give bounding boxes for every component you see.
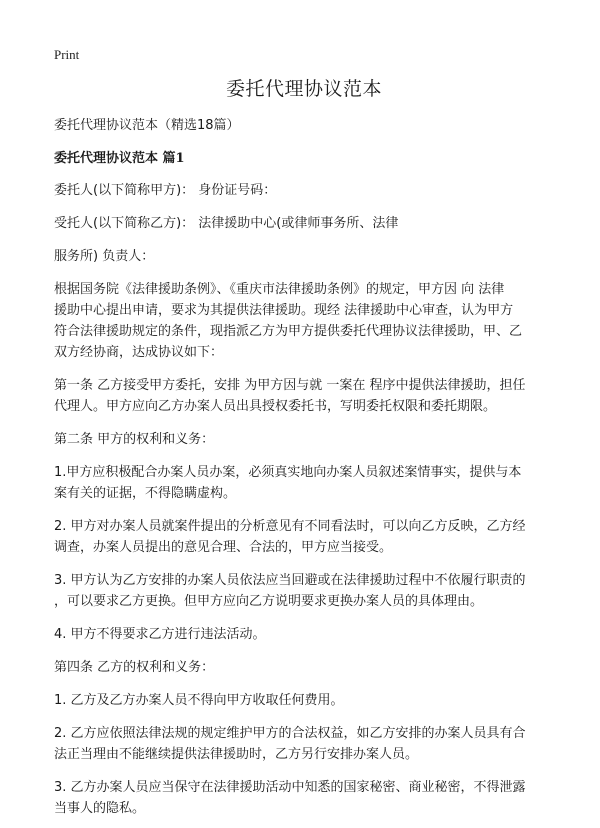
paragraph-party-a-item-2 <box>54 516 554 558</box>
paragraph-line: 4. 甲方不得要求乙方进行违法活动。 <box>54 627 266 642</box>
document-title: 委托代理协议范本 <box>225 78 382 100</box>
paragraph-line: 服务所) 负责人： <box>54 249 155 264</box>
section-heading: 委托代理协议范本 篇1 <box>54 151 185 166</box>
paragraph-line: 1. 乙方及乙方办案人员不得向甲方收取任何费用。 <box>54 693 344 708</box>
paragraph-article-2-heading <box>54 429 554 450</box>
paragraph-line: 1.甲方应积极配合办案人员办案，必须真实地向办案人员叙述案情事实，提供与本 <box>54 465 522 480</box>
paragraph-line: 符合法律援助规定的条件，现指派乙方为甲方提供委托代理协议法律援助，甲、乙 <box>54 324 523 339</box>
paragraph-line: 代理人。甲方应向乙方办案人员出具授权委托书，写明委托权限和委托期限。 <box>54 399 497 414</box>
paragraph-line: 案有关的证据，不得隐瞒虚构。 <box>54 486 237 501</box>
paragraph-line: 3. 甲方认为乙方安排的办案人员依法应当回避或在法律援助过程中不依履行职责的 <box>54 573 526 588</box>
paragraph-responsible <box>54 246 554 267</box>
paragraph-party-b-item-2 <box>54 723 554 765</box>
document-subtitle: 委托代理协议范本（精选18篇） <box>54 118 240 133</box>
paragraph-line: 2. 甲方对办案人员就案件提出的分析意见有不同看法时，可以向乙方反映，乙方经 <box>54 519 526 534</box>
paragraph-preamble <box>54 279 554 363</box>
paragraph-line: 援助中心提出申请，要求为其提供法律援助。现经 法律援助中心审查，认为甲方 <box>54 303 514 318</box>
print-link[interactable]: Print <box>54 47 80 62</box>
paragraph-party-b-item-3 <box>54 777 554 819</box>
paragraph-line: 双方经协商，达成协议如下： <box>54 345 224 360</box>
paragraph-line: 当事人的隐私。 <box>54 801 146 816</box>
paragraph-party-b-item-1 <box>54 690 554 711</box>
paragraph-line: 根据国务院《法律援助条例》、《重庆市法律援助条例》的规定，甲方因 向 法律 <box>54 282 505 297</box>
paragraph-line: 受托人(以下简称乙方)： 法律援助中心(或律师事务所、法律 <box>54 216 399 231</box>
paragraph-party-a-item-4 <box>54 624 554 645</box>
paragraph-line: 3. 乙方办案人员应当保守在法律援助活动中知悉的国家秘密、商业秘密，不得泄露 <box>54 780 526 795</box>
paragraph-line: 第四条 乙方的权利和义务： <box>54 660 215 675</box>
paragraph-article-4-heading <box>54 657 554 678</box>
paragraph-line: 委托人(以下简称甲方)： 身份证号码： <box>54 183 277 198</box>
paragraph-line: 调查，办案人员提出的意见合理、合法的，甲方应当接受。 <box>54 540 393 555</box>
paragraph-trustee <box>54 213 554 234</box>
paragraph-party-a-item-1 <box>54 462 554 504</box>
paragraph-line: ，可以要求乙方更换。但甲方应向乙方说明要求更换办案人员的具体理由。 <box>54 594 484 609</box>
document-body <box>54 76 554 819</box>
paragraph-party-a-item-3 <box>54 570 554 612</box>
paragraph-line: 第二条 甲方的权利和义务： <box>54 432 215 447</box>
paragraph-line: 法正当理由不能继续提供法律援助时，乙方另行安排办案人员。 <box>54 747 419 762</box>
paragraph-line: 2. 乙方应依照法律法规的规定维护甲方的合法权益，如乙方安排的办案人员具有合 <box>54 726 526 741</box>
paragraph-client <box>54 180 554 201</box>
paragraph-line: 第一条 乙方接受甲方委托，安排 为甲方因与就 一案在 程序中提供法律援助，担任 <box>54 378 526 393</box>
paragraph-article-1 <box>54 375 554 417</box>
